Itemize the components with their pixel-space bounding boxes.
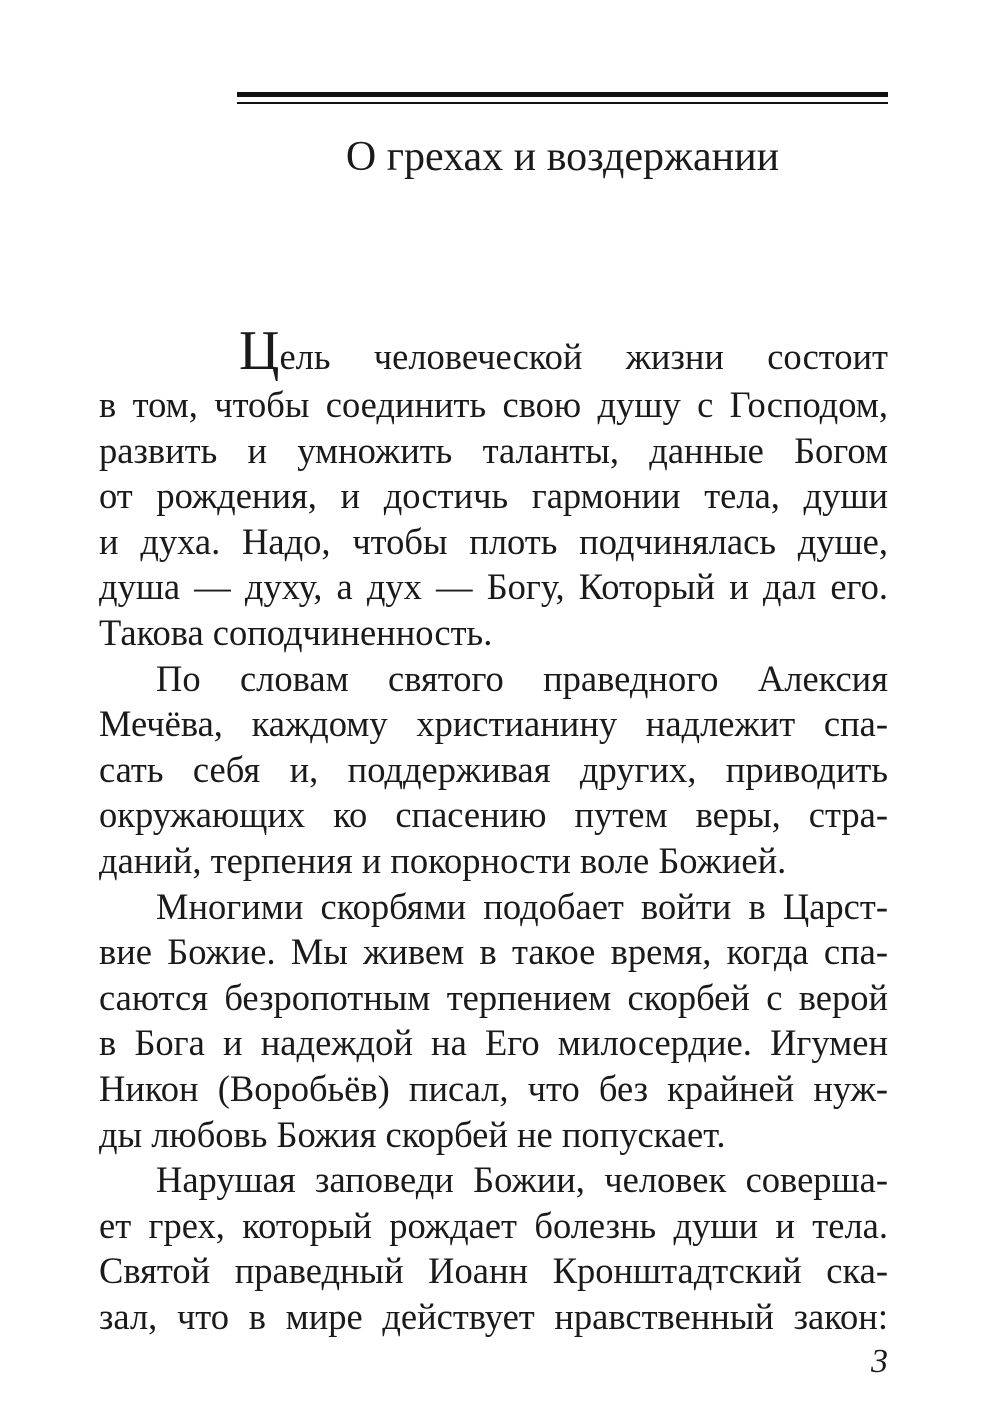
text-line: в Бога и надеждой на Его милосердие. Игумен [99,1022,888,1064]
text-line: ет грех, который рождает болезнь души и тела. [99,1204,888,1246]
text-line: саются безропотным терпением скорбей с верой [99,976,888,1018]
text-line: сать себя и, поддерживая других, приводить [99,748,888,790]
page-number: 3 [871,1343,888,1380]
chapter-title: О грехах и воздержании [345,134,780,180]
text-line: Никон (Воробьёв) писал, что без крайней нуж- [99,1067,888,1109]
text-line: окружающих ко спасению путем веры, стра- [99,794,888,836]
text-line: душа — духу, а дух — Богу, Который и дал его. [99,566,888,608]
text-line: По словам святого праведного Алексия [156,657,888,699]
text-line: ды любовь Божия скорбей не попускает. [99,1113,726,1155]
text-line: Святой праведный Иоанн Кронштадтский ска- [99,1250,888,1292]
text-line: Мечёва, каждому христианину надлежит спа- [99,703,888,745]
text-line: Многими скорбями подобает войти в Царст- [156,885,888,927]
text-line: даний, терпения и покорности воле Божией. [99,839,787,881]
drop-cap: Ц [239,320,280,382]
text-line: в том, чтобы соединить свою душу с Господом, [99,384,888,425]
text-line: от рождения, и достичь гармонии тела, души [99,475,888,517]
text-line: вие Божие. Мы живем в такое время, когда спа- [99,931,888,973]
text-line: Нарушая заповеди Божии, человек соверша- [156,1159,888,1201]
text-line: Такова соподчиненность. [99,611,493,653]
text-line: и духа. Надо, чтобы плоть подчинялась душе, [99,520,888,562]
text-line: Цель человеческой жизни состоит [239,320,888,382]
header-rule-thick [237,92,888,97]
body-text [99,320,888,1339]
text-line: развить и умножить таланты, данные Богом [99,429,888,471]
header-rule-thin [237,102,888,104]
text-line: зал, что в мире действует нравственный закон: [99,1295,888,1337]
